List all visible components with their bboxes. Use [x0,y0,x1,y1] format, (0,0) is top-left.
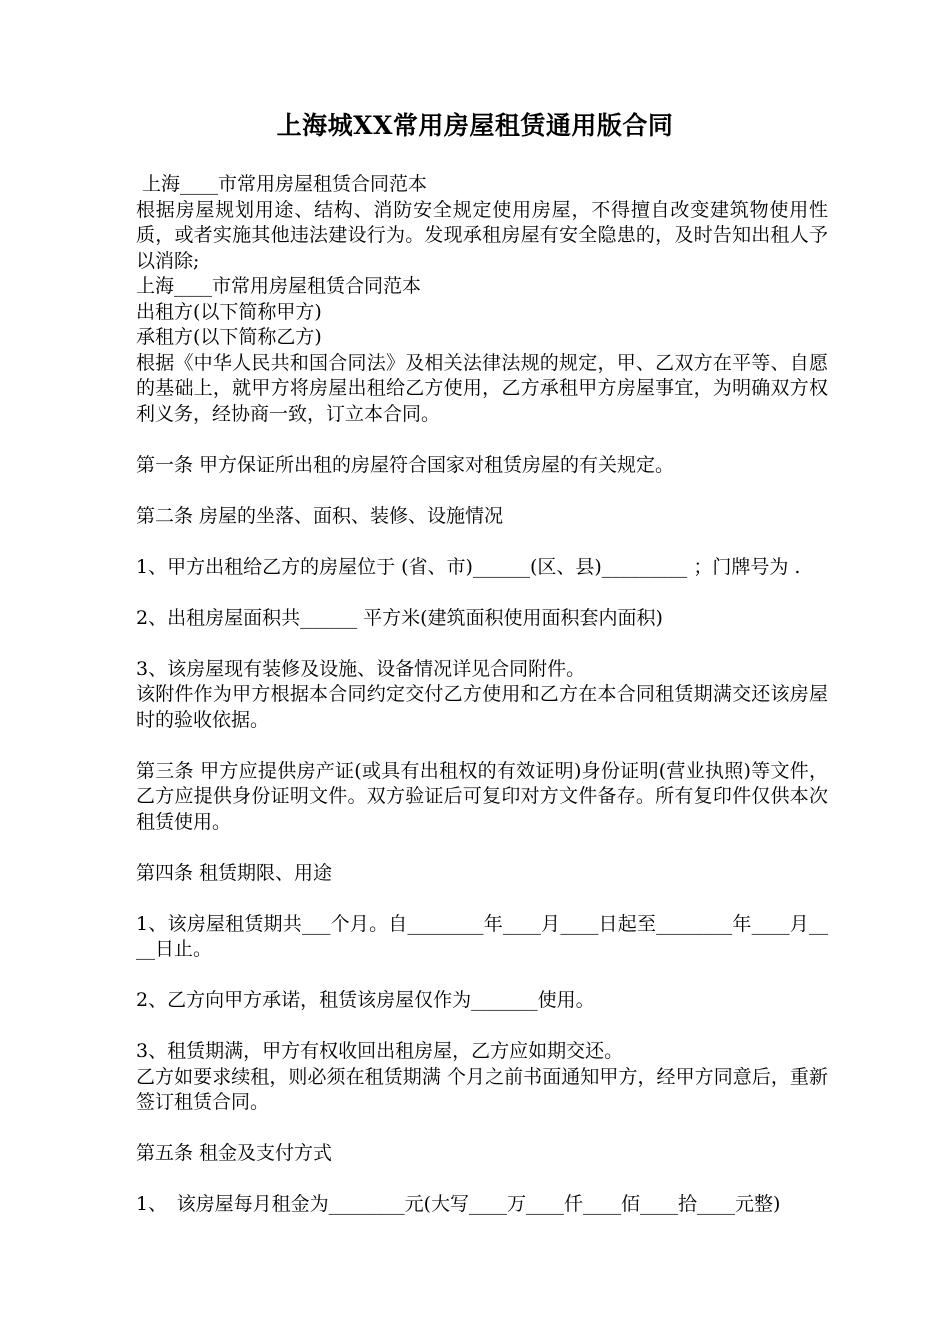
paragraph-article-2-item-2: 2、出租房屋面积共______ 平方米(建筑面积使用面积套内面积) [136,606,663,629]
paragraph-lessor: 出租方(以下简称甲方) [136,300,322,323]
paragraph-attachment-note: 该附件作为甲方根据本合同约定交付乙方使用和乙方在本合同租赁期满交还该房屋时的验收依据。 [136,683,828,731]
document-body [136,172,828,1218]
paragraph-article-4-item-1: 1、该房屋租赁期共___个月。自________年____月____日起至________年____月____日止。 [136,912,828,960]
paragraph-article-5-item-1: 1、 该房屋每月租金为________元(大写____万____仟____佰____拾____元整) [136,1193,781,1215]
paragraph-template-heading: 上海____市常用房屋租赁合同范本 [136,173,428,195]
paragraph-article-4: 第四条 租赁期限、用途 [136,861,333,884]
paragraph-article-5: 第五条 租金及支付方式 [136,1142,333,1164]
paragraph-article-2-item-3: 3、该房屋现有装修及设施、设备情况详见合同附件。 [136,657,586,680]
paragraph-article-2-item-1: 1、甲方出租给乙方的房屋位于 (省、市)______(区、县)_________ ；门牌号为 . [136,555,801,578]
paragraph-article-3: 第三条 甲方应提供房产证(或具有出租权的有效证明)身份证明(营业执照)等文件，乙方应提供身份证明文件。双方验证后可复印对方文件备存。所有复印件仅供本次租赁使用。 [136,759,828,833]
paragraph-lessee: 承租方(以下简称乙方) [136,326,322,348]
paragraph-article-2: 第二条 房屋的坐落、面积、装修、设施情况 [136,504,504,527]
paragraph-template-heading-2: 上海____市常用房屋租赁合同范本 [136,275,422,297]
paragraph-article-1: 第一条 甲方保证所出租的房屋符合国家对租赁房屋的有关规定。 [136,453,675,476]
paragraph-preamble: 根据《中华人民共和国合同法》及相关法律法规的规定，甲、乙双方在平等、自愿的基础上，就甲方将房屋出租给乙方使用，乙方承租甲方房屋事宜，为明确双方权利义务，经协商一致，订立本合同。 [136,351,828,425]
paragraph-article-4-item-2: 2、乙方向甲方承诺，租赁该房屋仅作为_______使用。 [136,989,595,1011]
paragraph-renewal-note: 乙方如要求续租，则必须在租赁期满 个月之前书面通知甲方，经甲方同意后，重新签订租赁合同。 [136,1065,828,1113]
paragraph-usage-rules: 根据房屋规划用途、结构、消防安全规定使用房屋，不得擅自改变建筑物使用性质，或者实施其他违法建设行为。发现承租房屋有安全隐患的，及时告知出租人予以消除; [136,198,828,272]
paragraph-article-4-item-3: 3、租赁期满，甲方有权收回出租房屋，乙方应如期交还。 [136,1040,624,1062]
document-title: 上海城XX常用房屋租赁通用版合同 [276,111,674,140]
